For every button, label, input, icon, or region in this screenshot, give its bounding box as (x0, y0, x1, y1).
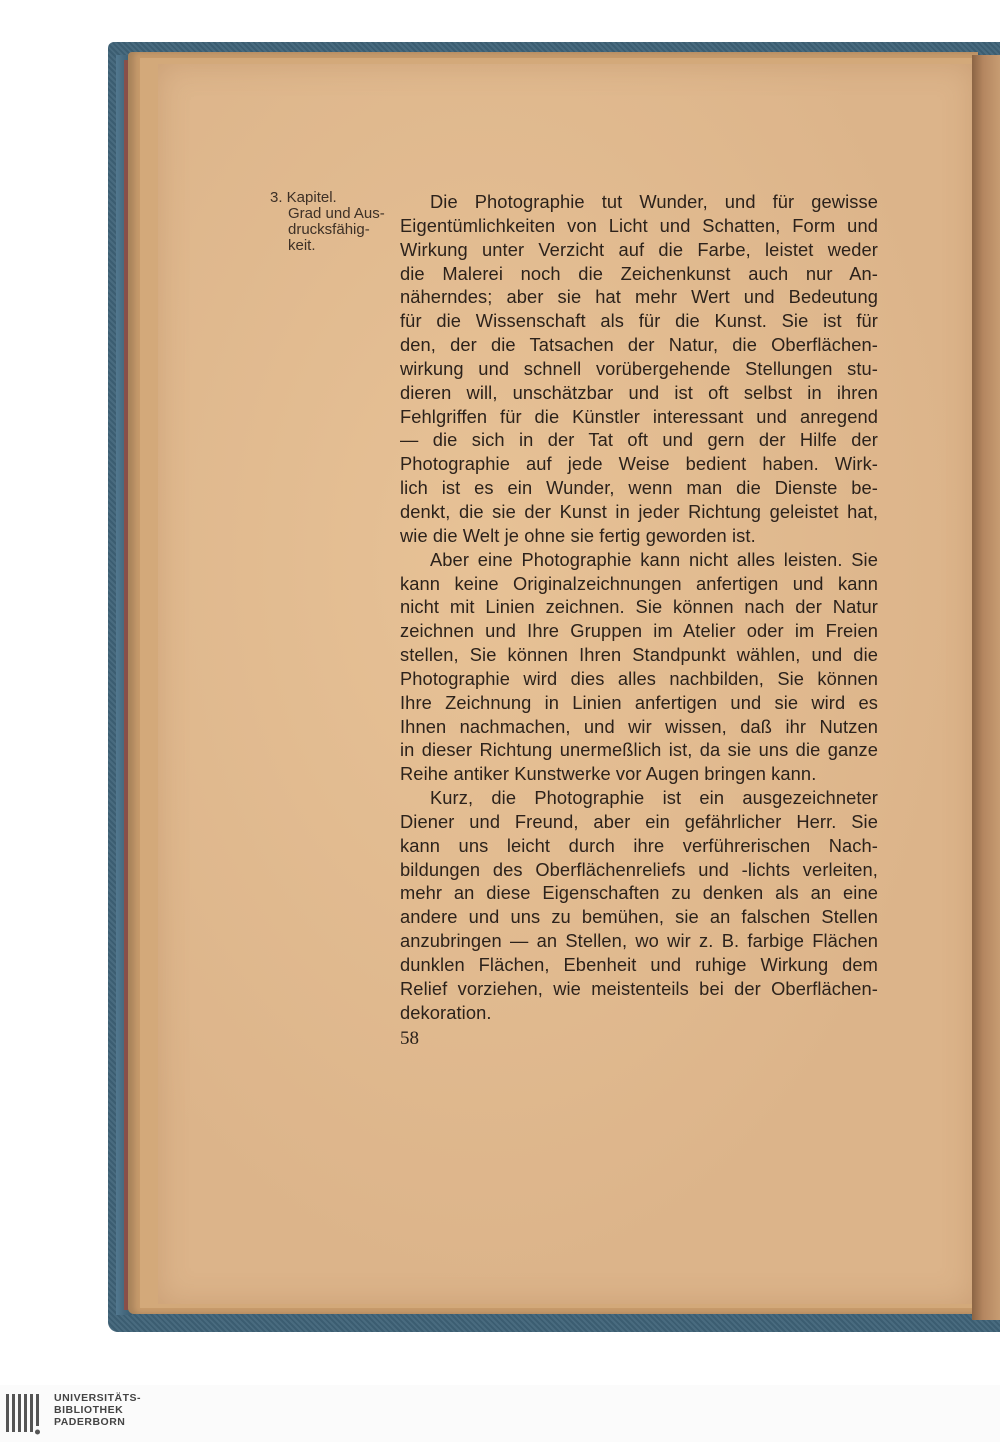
text-line: Relief vorziehen, wie meistenteils bei der Oberflächen- (400, 977, 878, 999)
marginal-note (270, 190, 400, 254)
text-line: anzubringen — an Stellen, wo wir z. B. farbige Flächen (400, 930, 878, 952)
text-line: für die Wissenschaft als für die Kunst. Sie ist für (400, 310, 878, 332)
text-line: mehr an diese Eigenschaften zu denken als an eine (400, 882, 878, 904)
paragraph-3 (400, 786, 878, 1024)
marginal-line: drucksfähig- (288, 221, 370, 238)
text-line: Ihre Zeichnung in Linien anfertigen und sie wird es (400, 691, 878, 713)
text-line: zeichnen und Ihre Gruppen im Atelier oder im Freien (400, 620, 878, 642)
marginal-line: keit. (288, 237, 316, 254)
text-line: Photographie auf jede Weise bedient haben. Wirk- (400, 453, 878, 475)
text-line: Diener und Freund, aber ein gefährlicher Herr. Sie (400, 810, 878, 832)
text-line: wie die Welt je ohne sie fertig geworden ist. (400, 524, 756, 546)
text-line: andere und uns zu bemühen, sie an falschen Stellen (400, 906, 878, 928)
library-logo-line: BIBLIOTHEK (54, 1404, 124, 1416)
text-line: Reihe antiker Kunstwerke vor Augen bringen kann. (400, 763, 817, 785)
library-logo-line: PADERBORN (54, 1416, 126, 1428)
text-line: Eigentümlichkeiten von Licht und Schatten, Form und (400, 214, 878, 236)
text-line: Photographie wird dies alles nachbilden, Sie können (400, 667, 878, 689)
text-line: Aber eine Photographie kann nicht alles leisten. Sie (430, 548, 878, 570)
text-line: stellen, Sie können Ihren Standpunkt wählen, und die (400, 644, 878, 666)
text-line: bildungen des Oberflächenreliefs und -lichts verleiten, (400, 858, 878, 880)
text-line: Fehlgriffen für die Künstler interessant und anregend (400, 405, 878, 427)
text-line: dieren will, unschätzbar und ist oft selbst in ihren (400, 381, 878, 403)
text-line: den, der die Tatsachen der Natur, die Oberflächen- (400, 334, 878, 356)
book-gutter (972, 55, 1000, 1320)
text-line: die Malerei noch die Zeichenkunst auch nur An- (400, 262, 878, 284)
text-line: nicht mit Linien zeichnen. Sie können nach der Natur (400, 596, 878, 618)
text-line: dunklen Flächen, Ebenheit und ruhige Wirkung dem (400, 954, 878, 975)
library-logo-line: UNIVERSITÄTS- (54, 1392, 142, 1404)
text-line: wirkung und schnell vorübergehende Stellungen stu- (400, 357, 878, 379)
text-line: lich ist es ein Wunder, wenn man die Dienste be- (400, 477, 878, 499)
body-text (400, 190, 878, 1025)
paragraph-2 (400, 548, 878, 786)
text-line: Ihnen nachmachen, und wir wissen, daß ihr Nutzen (400, 715, 878, 737)
library-logo-icon (4, 1390, 50, 1438)
text-line: Wirkung unter Verzicht auf die Farbe, leistet weder (400, 238, 878, 260)
text-line: denkt, die sie der Kunst in jeder Richtung geleistet hat, (400, 500, 878, 522)
text-line: Die Photographie tut Wunder, und für gewisse (430, 191, 878, 212)
marginal-line: Grad und Aus- (288, 205, 385, 222)
text-line: Kurz, die Photographie ist ein ausgezeichneter (430, 787, 878, 809)
text-line: kann uns leicht durch ihre verführerischen Nach- (400, 834, 878, 856)
marginal-chapter: 3. Kapitel. (270, 189, 337, 206)
library-logo (4, 1390, 204, 1438)
text-line: in dieser Richtung unermeßlich ist, da sie uns die ganze (400, 739, 878, 761)
library-logo-text (54, 1392, 141, 1428)
paragraph-1 (400, 190, 878, 548)
text-line: näherndes; aber sie hat mehr Wert und Bedeutung (400, 286, 878, 308)
page-number: 58 (400, 1028, 419, 1049)
text-line: dekoration. (400, 1001, 492, 1023)
text-line: — die sich in der Tat oft und gern der Hilfe der (400, 429, 878, 451)
text-line: kann keine Originalzeichnungen anfertigen und kann (400, 572, 878, 594)
